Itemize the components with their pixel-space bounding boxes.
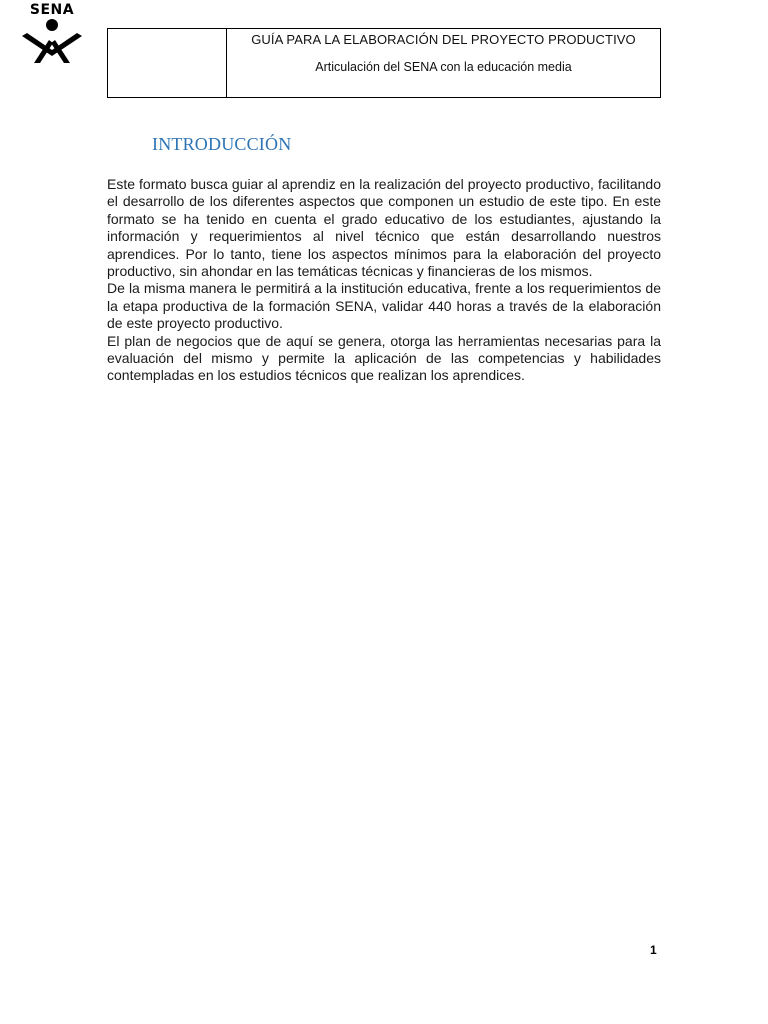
logo-text: SENA	[29, 2, 75, 18]
body-text	[107, 176, 661, 385]
sena-logo	[20, 2, 84, 64]
document-subtitle: Articulación del SENA con la educación media	[315, 60, 572, 74]
header-title-cell	[227, 29, 660, 97]
paragraph: Este formato busca guiar al aprendiz en la realización del proyecto productivo, facilitando el desarrollo de los diferentes aspectos que componen un estudio de este tipo. En este formato se ha tenido en cuenta el grado educativo de los estudiantes, ajustando la información y requerimientos al nivel técnico que están desarrollando nuestros aprendices. Por lo tanto, tiene los aspectos mínimos para la elaboración del proyecto productivo, sin ahondar en las temáticas técnicas y financieras de los mismos.	[107, 176, 661, 280]
header-logo-cell	[108, 29, 227, 97]
page-number: 1	[650, 943, 657, 957]
sena-logo-icon	[20, 16, 84, 64]
paragraph: De la misma manera le permitirá a la institución educativa, frente a los requerimientos de la etapa productiva de la formación SENA, validar 440 horas a través de la elaboración de este proyecto productivo.	[107, 280, 661, 332]
document-header-table	[107, 28, 661, 98]
document-title: GUÍA PARA LA ELABORACIÓN DEL PROYECTO PRODUCTIVO	[251, 32, 636, 47]
section-heading: INTRODUCCIÓN	[152, 134, 292, 154]
paragraph: El plan de negocios que de aquí se genera, otorga las herramientas necesarias para la evaluación del mismo y permite la aplicación de las competencias y habilidades contempladas en los estudios técnicos que realizan los aprendices.	[107, 332, 661, 384]
